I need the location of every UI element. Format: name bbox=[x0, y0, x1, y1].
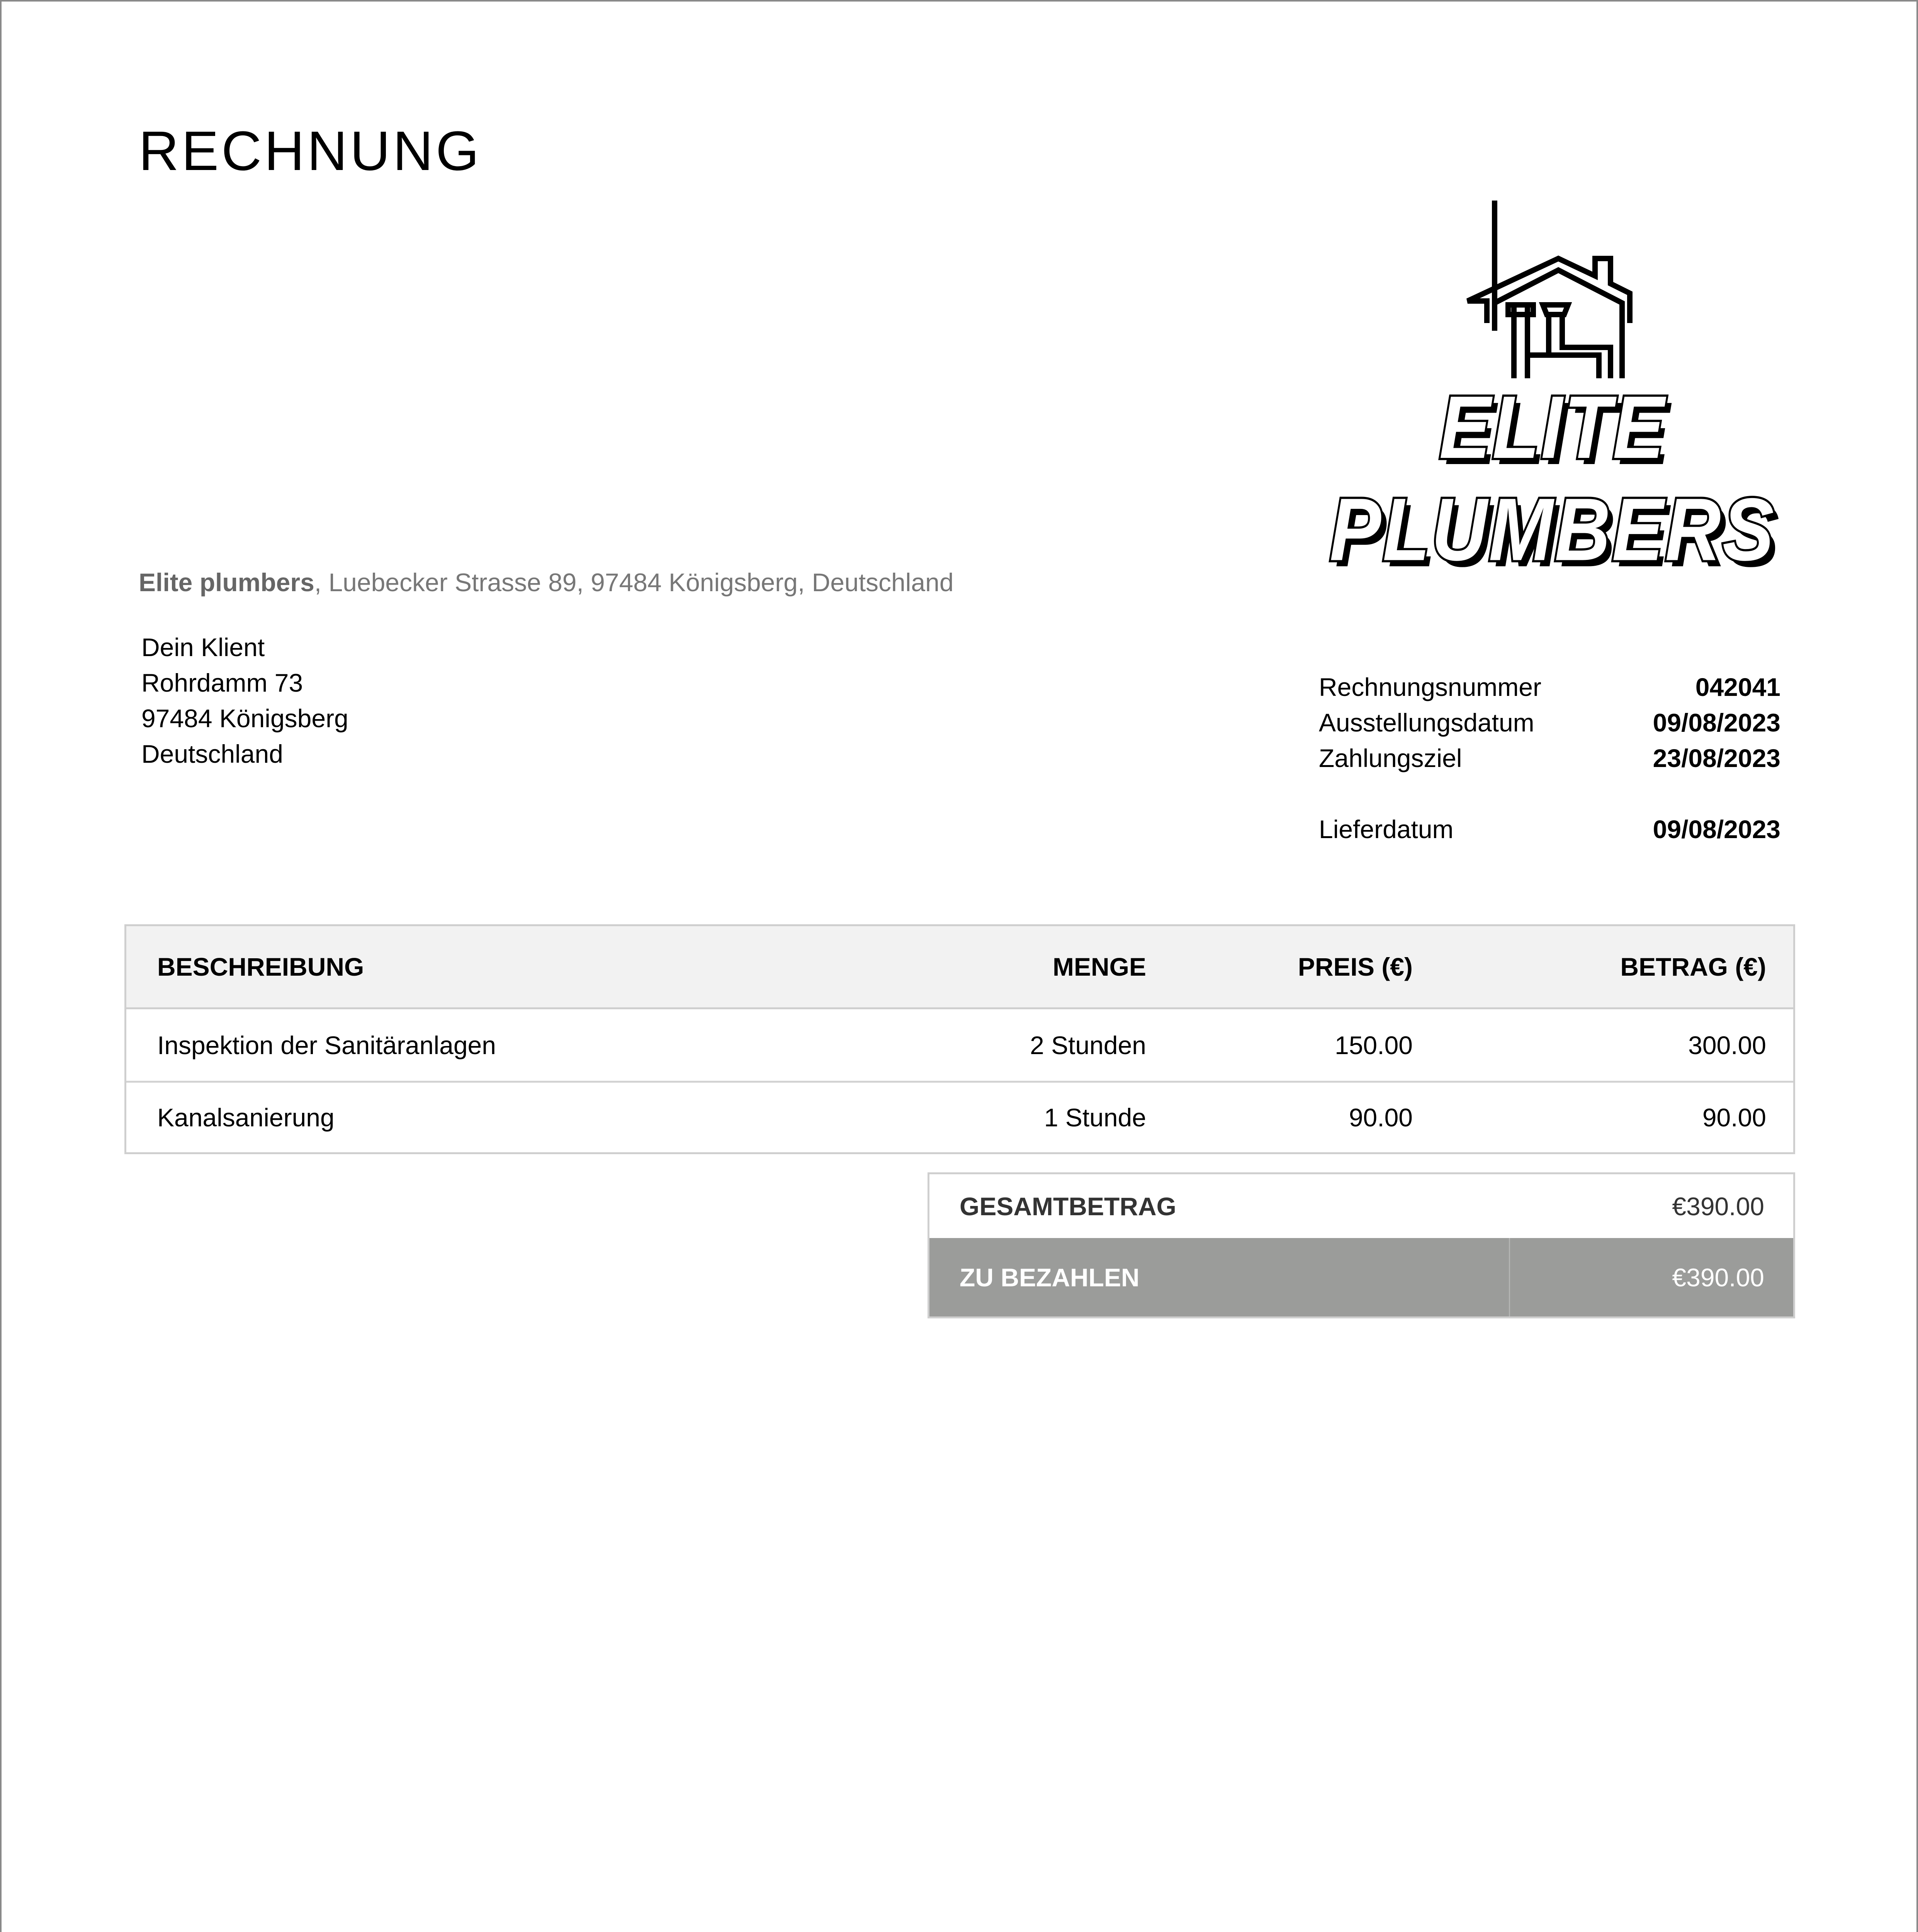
item-amount: 300.00 bbox=[1688, 1031, 1766, 1060]
delivery-date: 09/08/2023 bbox=[1653, 815, 1780, 844]
item-description: Kanalsanierung bbox=[157, 1103, 335, 1132]
house-pipes-icon bbox=[1313, 201, 1792, 378]
total-value: €390.00 bbox=[1672, 1192, 1764, 1221]
meta-row-issue-date bbox=[1319, 705, 1780, 740]
client-street: Rohrdamm 73 bbox=[141, 668, 303, 697]
sender-address: , Luebecker Strasse 89, 97484 Königsberg, Deutschland bbox=[314, 568, 954, 597]
meta-row-delivery-date bbox=[1319, 811, 1780, 847]
company-logo bbox=[1313, 201, 1792, 591]
total-label: GESAMTBETRAG bbox=[960, 1192, 1176, 1221]
item-amount: 90.00 bbox=[1702, 1103, 1766, 1132]
item-quantity: 2 Stunden bbox=[1030, 1031, 1146, 1060]
amount-due-value: €390.00 bbox=[1509, 1238, 1793, 1316]
meta-row-invoice-number bbox=[1319, 669, 1780, 705]
header-price: PREIS (€) bbox=[1298, 952, 1413, 981]
due-date-label: Zahlungsziel bbox=[1319, 744, 1462, 772]
due-date: 23/08/2023 bbox=[1653, 744, 1780, 772]
header-quantity: MENGE bbox=[1052, 952, 1146, 981]
totals-box bbox=[928, 1172, 1795, 1318]
amount-due-row bbox=[929, 1238, 1793, 1316]
client-city: 97484 Königsberg bbox=[141, 704, 348, 733]
item-price: 150.00 bbox=[1335, 1031, 1413, 1060]
total-row bbox=[929, 1174, 1793, 1238]
sender-address-line bbox=[139, 568, 954, 597]
meta-spacer bbox=[1319, 776, 1780, 811]
line-items-table bbox=[124, 924, 1795, 1154]
logo-wordmark: ELITE PLUMBERS bbox=[1329, 378, 1776, 579]
meta-row-due-date bbox=[1319, 740, 1780, 776]
table-header bbox=[126, 926, 1793, 1009]
invoice-number: 042041 bbox=[1695, 673, 1780, 701]
delivery-date-label: Lieferdatum bbox=[1319, 815, 1454, 844]
item-price: 90.00 bbox=[1349, 1103, 1413, 1132]
table-row bbox=[126, 1009, 1793, 1081]
issue-date: 09/08/2023 bbox=[1653, 708, 1780, 737]
issue-date-label: Ausstellungsdatum bbox=[1319, 708, 1534, 737]
header-description: BESCHREIBUNG bbox=[157, 952, 364, 981]
header-amount: BETRAG (€) bbox=[1620, 952, 1766, 981]
client-name: Dein Klient bbox=[141, 633, 265, 662]
client-address-block bbox=[141, 629, 348, 772]
sender-name: Elite plumbers bbox=[139, 568, 314, 597]
item-quantity: 1 Stunde bbox=[1044, 1103, 1146, 1132]
invoice-meta bbox=[1319, 669, 1780, 847]
client-country: Deutschland bbox=[141, 740, 283, 768]
item-description: Inspektion der Sanitäranlagen bbox=[157, 1031, 496, 1060]
table-row bbox=[126, 1081, 1793, 1152]
amount-due-label: ZU BEZAHLEN bbox=[960, 1263, 1140, 1292]
invoice-number-label: Rechnungsnummer bbox=[1319, 673, 1541, 701]
document-title: RECHNUNG bbox=[139, 120, 482, 182]
